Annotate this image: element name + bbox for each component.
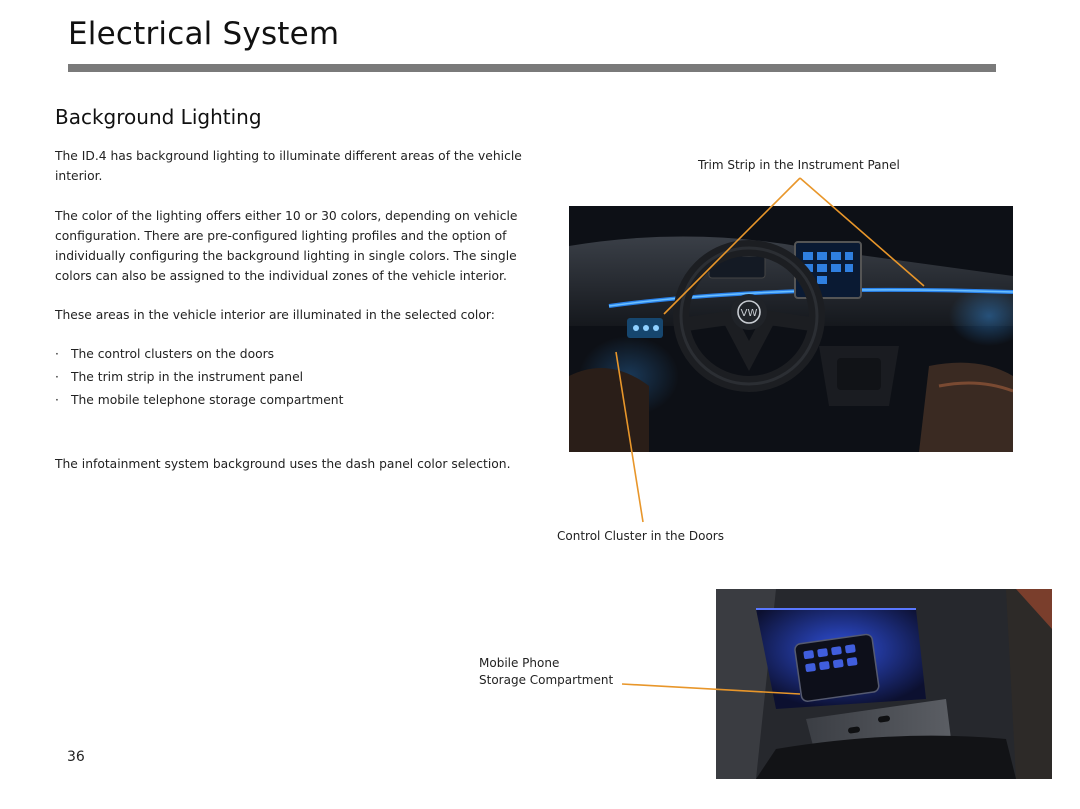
page-number: 36 xyxy=(67,749,85,765)
phone-storage-illustration xyxy=(716,589,1052,779)
trim-strip-caption: Trim Strip in the Instrument Panel xyxy=(698,158,900,172)
interior-dashboard-photo xyxy=(569,206,1013,452)
door-cluster-caption: Control Cluster in the Doors xyxy=(557,529,724,543)
section-title: Background Lighting xyxy=(55,105,262,129)
dashboard-illustration xyxy=(569,206,1013,452)
page-title: Electrical System xyxy=(68,16,340,52)
bullet-dot-icon: · xyxy=(55,347,59,361)
list-item-text: The trim strip in the instrument panel xyxy=(71,370,304,384)
list-item-text: The mobile telephone storage compartment xyxy=(71,393,344,407)
title-rule xyxy=(68,64,996,72)
phone-caption-line2: Storage Compartment xyxy=(479,673,614,687)
vw-logo-text: VW xyxy=(740,308,758,319)
colors-paragraph: The color of the lighting offers either 10 or 30 colors, depending on vehicle configuration. There are pre-configured lighting profiles and the option of individually configuring the background lighting in single colors. The single colors can also be assigned to the individual zones of the vehicle interior. xyxy=(55,209,518,283)
bullet-dot-icon: · xyxy=(55,393,59,407)
intro-paragraph: The ID.4 has background lighting to illuminate different areas of the vehicle interior. xyxy=(55,149,522,183)
phone-storage-caption xyxy=(479,655,639,689)
areas-paragraph: These areas in the vehicle interior are illuminated in the selected color: xyxy=(55,308,495,322)
bullet-dot-icon: · xyxy=(55,370,59,384)
closing-paragraph: The infotainment system background uses the dash panel color selection. xyxy=(55,457,511,471)
list-item xyxy=(55,390,343,413)
mobile-phone xyxy=(794,634,879,702)
illuminated-areas-list xyxy=(55,344,343,413)
list-item xyxy=(55,344,343,367)
list-item xyxy=(55,367,343,390)
phone-caption-line1: Mobile Phone xyxy=(479,656,560,670)
phone-storage-photo xyxy=(716,589,1052,779)
list-item-text: The control clusters on the doors xyxy=(71,347,275,361)
